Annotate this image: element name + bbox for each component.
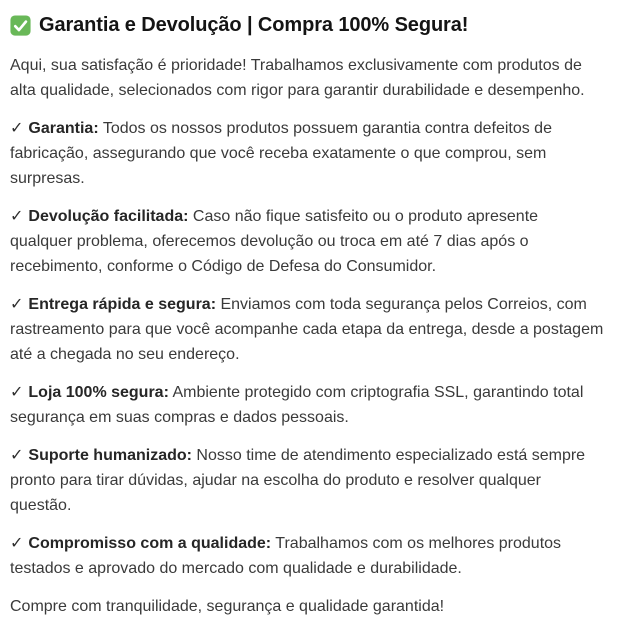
benefit-text: Enviamos com toda segurança pelos Correios, com rastreamento para que você acompanhe cada etapa da entrega, desde a postagem até a chegada no seu endereço.	[10, 296, 604, 363]
guarantee-section	[10, 12, 604, 619]
benefit-item-devolucao	[10, 204, 604, 279]
benefit-label: Garantia:	[28, 120, 99, 137]
intro-paragraph: Aqui, sua satisfação é prioridade! Trabalhamos exclusivamente com produtos de alta qualidade, selecionados com rigor para garantir durabilidade e desempenho.	[10, 57, 585, 99]
section-title-text: Garantia e Devolução | Compra 100% Segura!	[39, 14, 469, 36]
check-icon: ✓	[10, 535, 24, 552]
benefit-item-suporte	[10, 443, 604, 518]
check-icon: ✓	[10, 296, 24, 313]
benefit-text: Nosso time de atendimento especializado está sempre pronto para tirar dúvidas, ajudar na escolha do produto e resolver qualquer questão.	[10, 447, 586, 514]
closing-line: Compre com tranquilidade, segurança e qualidade garantida!	[10, 598, 445, 615]
benefit-item-entrega	[10, 292, 604, 367]
benefit-text: Todos os nossos produtos possuem garantia contra defeitos de fabricação, assegurando que você receba exatamente o que comprou, sem surpresas.	[10, 120, 552, 187]
benefit-item-garantia	[10, 116, 604, 191]
benefit-text: Trabalhamos com os melhores produtos testados e aprovado do mercado com qualidade e durabilidade.	[10, 535, 562, 577]
benefit-text: Ambiente protegido com criptografia SSL, garantindo total segurança em suas compras e dados pessoais.	[10, 384, 584, 426]
benefit-item-compromisso	[10, 531, 604, 581]
benefit-item-loja-segura	[10, 380, 604, 430]
check-icon: ✓	[10, 120, 24, 137]
benefit-label: Suporte humanizado:	[28, 447, 192, 464]
check-icon: ✓	[10, 208, 24, 225]
check-icon: ✓	[10, 447, 24, 464]
green-check-emoji-icon	[10, 15, 31, 36]
benefit-label: Entrega rápida e segura:	[28, 296, 217, 313]
benefit-label: Loja 100% segura:	[28, 384, 169, 401]
benefit-text: Caso não fique satisfeito ou o produto apresente qualquer problema, oferecemos devolução ou troca em até 7 dias após o recebimento, conforme o Código de Defesa do Consumidor.	[10, 208, 539, 275]
emoji-background	[10, 15, 30, 35]
benefit-label: Compromisso com a qualidade:	[28, 535, 272, 552]
benefit-label: Devolução facilitada:	[28, 208, 189, 225]
section-title	[10, 12, 604, 38]
check-icon: ✓	[10, 384, 24, 401]
